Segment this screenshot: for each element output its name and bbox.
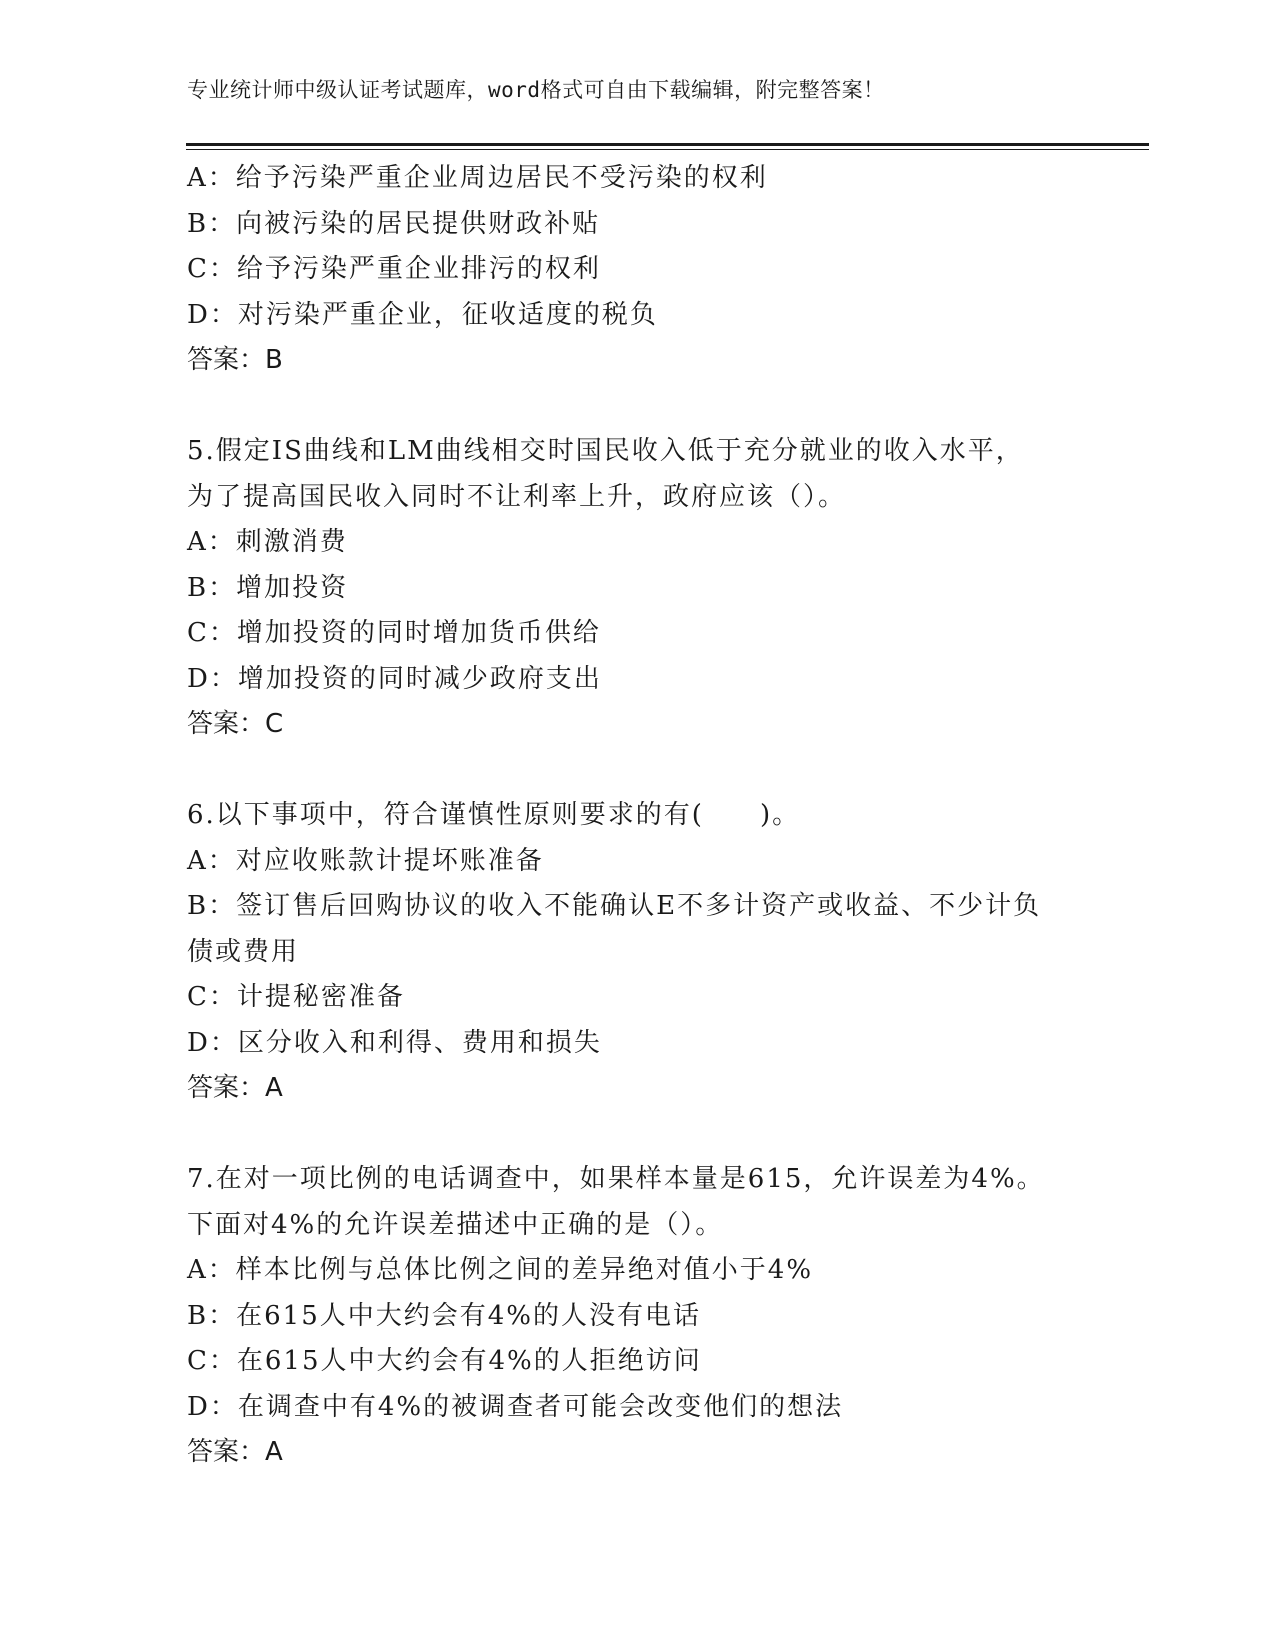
answer-line [187,702,1087,748]
question-stem: 6.以下事项中，符合谨慎性原则要求的有( )。 [187,800,801,830]
question-stem-cont: 下面对4%的允许误差描述中正确的是（）。 [187,1209,724,1240]
question-list [187,156,1087,1476]
answer-value: C [265,709,284,739]
answer-value: B [265,345,283,375]
question-stem: 5.假定IS曲线和LM曲线相交时国民收入低于充分就业的收入水平， [187,436,1024,466]
question-6 [187,793,1087,1112]
option-b: B：在615人中大约会有4%的人没有电话 [187,1300,701,1331]
option-c: C：给予污染严重企业排污的权利 [187,254,601,284]
option-a: A：刺激消费 [187,527,348,557]
question-7 [187,1157,1087,1476]
option-b: B：向被污染的居民提供财政补贴 [187,208,601,239]
option-a: A：给予污染严重企业周边居民不受污染的权利 [187,163,768,193]
option-c: C：在615人中大约会有4%的人拒绝访问 [187,1346,702,1376]
answer-value: A [265,1073,283,1103]
answer-line [187,1066,1087,1112]
option-b: B：签订售后回购协议的收入不能确认E不多计资产或收益、不少计负 [187,891,1042,921]
question-4 [187,156,1087,384]
option-d: D：在调查中有4%的被调查者可能会改变他们的想法 [187,1391,844,1422]
option-c: C：计提秘密准备 [187,982,405,1012]
answer-label: 答案： [187,345,266,375]
answer-value: A [265,1437,283,1467]
answer-line [187,1430,1087,1476]
answer-label: 答案： [187,1073,266,1103]
header-rule-thick [186,143,1149,146]
option-a: A：样本比例与总体比例之间的差异绝对值小于4% [187,1255,814,1285]
answer-label: 答案： [187,709,266,739]
option-c: C：增加投资的同时增加货币供给 [187,618,601,648]
question-stem-cont: 为了提高国民收入同时不让利率上升，政府应该（）。 [187,481,847,512]
option-b-cont: 债或费用 [187,936,300,967]
page-header: 专业统计师中级认证考试题库，word格式可自由下载编辑，附完整答案！ [187,78,885,102]
answer-line [187,338,1087,384]
answer-label: 答案： [187,1437,266,1467]
option-d: D：对污染严重企业，征收适度的税负 [187,299,658,330]
option-d: D：增加投资的同时减少政府支出 [187,663,602,694]
option-b: B：增加投资 [187,572,349,603]
option-a: A：对应收账款计提坏账准备 [187,845,544,876]
header-rule-thin [186,149,1149,150]
option-d: D：区分收入和利得、费用和损失 [187,1027,602,1058]
question-5 [187,429,1087,748]
question-stem: 7.在对一项比例的电话调查中，如果样本量是615，允许误差为4%。 [187,1164,1045,1194]
